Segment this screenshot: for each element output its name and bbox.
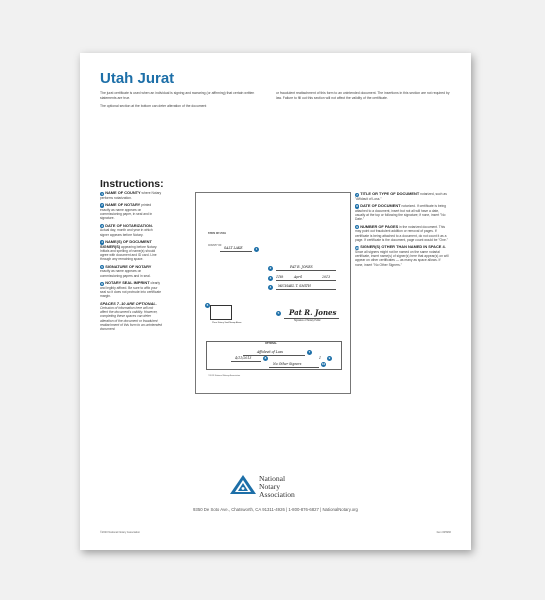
instruction-text: notarized. If certificate is being attached to a document, insert but not all will have a date, usually at the top or following the signature; if none, insert "No Date." — [355, 203, 446, 222]
instruction-heading: SIGNATURE OF NOTARY — [105, 263, 152, 269]
county-line — [220, 251, 252, 252]
instruction-text: in the notarized document. This may point out fraudulent addition or removal of pages. If certificate is being attached to a document, do not count it as a page. If certificate is the document, page count would be "One." — [355, 224, 448, 242]
document-title: Utah Jurat — [100, 70, 175, 87]
callout-10: 10 — [321, 362, 326, 366]
callout-7: 7 — [308, 350, 311, 354]
instruction-text: Actual day, month and year in which signer appears before Notary. — [100, 228, 153, 237]
notary-name-line — [276, 270, 336, 271]
item-number: Item #25966 — [436, 531, 451, 534]
number-badge: 5 — [101, 265, 103, 270]
date-line — [276, 280, 336, 281]
instruction-heading: NAME(S) OF DOCUMENT SIGNER(S) — [100, 238, 152, 249]
instruction-heading: SIGNER(S) OTHER THAN NAMED IN SPACE 4. — [360, 244, 446, 250]
number-badge: 2 — [101, 203, 103, 208]
logo-line-3: Association — [259, 489, 295, 499]
instruction-item — [355, 204, 449, 222]
optional-text: Omission of information here will not affect the document's validity. However, completing these spaces can deter alteration of the document or fraudulent reattachment of this form to an unintended document. — [100, 305, 162, 332]
instruction-item — [355, 245, 449, 267]
state-line: STATE OF UTAH — [208, 233, 226, 235]
intro-paragraph-3: or fraudulent reattachment of this form to an unintended document. The insertions in this section are not required by law. Failure to fill out this section will not affect the validity of the certificate. — [276, 91, 450, 101]
number-badge: 3 — [101, 224, 103, 229]
form-copyright: ©2013 National Notary Association — [208, 375, 241, 377]
instruction-text: notarized, such as "Affidavit of Loss." — [355, 192, 447, 201]
optional-title: OPTIONAL — [265, 343, 277, 345]
instruction-text: printed exactly as name appears on commissioning paper, in seal and in signature. — [100, 202, 153, 221]
instruction-item — [100, 224, 162, 237]
number-badge: 10 — [355, 245, 359, 250]
instruction-heading: DATE OF DOCUMENT — [360, 202, 401, 208]
instruction-text: clearly and legibly affixed. Be sure to affix your seal so it does not protrude into certificate margin. — [100, 281, 162, 299]
instruction-item — [100, 203, 162, 221]
logo-line-2: Notary — [259, 481, 281, 491]
instructions-left-column — [100, 191, 162, 335]
footer-address: 9350 De Soto Ave., Chatsworth, CA 91311-4926 | 1-800-876-6827 | NationalNotary.org — [193, 507, 358, 512]
other-signers-value: No Other Signers — [273, 362, 302, 366]
pages-value: 1 — [319, 356, 322, 360]
other-signers-line — [269, 367, 319, 368]
number-badge: 1 — [101, 191, 103, 196]
optional-heading: SPACES 7–10 ARE OPTIONAL. — [100, 300, 157, 306]
footer-copyright: ©2020 National Notary Association — [100, 531, 141, 534]
instruction-text: where Notary performs notarization. — [100, 191, 162, 200]
number-badge: 8 — [356, 204, 358, 209]
instruction-item — [355, 225, 449, 243]
instruction-heading: TITLE OR TYPE OF DOCUMENT — [360, 191, 420, 196]
doc-date-value: 4/11/2013 — [235, 356, 252, 360]
instruction-heading: NOTARY SEAL IMPRINT — [105, 280, 150, 285]
callout-1: 1 — [255, 247, 258, 251]
jurat-form-sample — [195, 192, 351, 394]
callout-6: 6 — [206, 303, 209, 307]
notary-name-value: PAT R. JONES — [290, 265, 313, 269]
intro-right — [276, 91, 452, 104]
instruction-heading: DATE OF NOTARIZATION. — [105, 222, 153, 228]
signature-line — [284, 318, 339, 319]
instruction-heading: NUMBER OF PAGES — [360, 223, 399, 229]
month-value: April — [294, 275, 302, 279]
notary-seal-box — [210, 305, 232, 320]
instruction-heading: NAME OF COUNTY — [105, 190, 141, 195]
callout-5: 5 — [277, 311, 280, 315]
number-badge: 7 — [356, 192, 358, 197]
nna-logo-icon — [228, 474, 258, 496]
instruction-text: appearing before Notary. Initials and spelling of name(s) should agree with document and ID card. Line through any remaining space. — [100, 244, 158, 262]
callout-2: 2 — [269, 266, 272, 270]
nna-logo-text — [259, 475, 295, 498]
number-badge: 6 — [101, 281, 103, 286]
instruction-heading: NAME OF NOTARY — [105, 201, 141, 207]
signer-line — [276, 289, 336, 290]
doc-date-line — [231, 361, 261, 362]
callout-9: 9 — [328, 356, 331, 360]
instruction-item — [100, 191, 162, 200]
instruction-text: Since all signers might not be named on the same notarial certificate, insert name(s) of signer(s) here that appear(s) on will appear on other certificates — as many as space allows. If none, insert "No Other Signers." — [355, 249, 449, 267]
intro-left — [100, 91, 268, 112]
callout-4: 4 — [269, 285, 272, 289]
optional-note — [100, 302, 162, 332]
notary-signature: Pat R. Jones — [289, 308, 337, 317]
signer-value: MICHAEL T. SMITH — [278, 284, 311, 288]
number-badge: 9 — [356, 225, 358, 230]
seal-caption: Place Notary Seal/Stamp Above — [212, 322, 242, 324]
doc-title-value: Affidavit of Loss — [257, 350, 284, 354]
instructions-heading: Instructions: — [100, 178, 164, 190]
county-label: COUNTY OF — [208, 245, 222, 247]
signature-caption: Signature of Notary Public — [294, 320, 321, 322]
number-badge: 4 — [101, 240, 103, 245]
county-value: SALT LAKE — [224, 246, 243, 250]
intro-paragraph-1: The jurat certificate is used when an individual is signing and swearing (or affirming) that certain written statements are true. — [100, 91, 255, 101]
instructions-right-column — [355, 192, 449, 270]
instruction-item — [100, 265, 162, 278]
instruction-item — [100, 281, 162, 299]
instruction-item — [355, 192, 449, 201]
logo-line-1: National — [259, 474, 286, 483]
instruction-text: exactly as name appears on commissioning papers and in seal. — [100, 269, 151, 278]
instruction-item — [100, 240, 162, 262]
optional-section-box — [206, 341, 342, 370]
callout-3: 3 — [269, 276, 272, 280]
document-page — [80, 53, 471, 550]
year-value: 2013 — [322, 275, 331, 279]
doc-title-line — [243, 355, 305, 356]
callout-8: 8 — [264, 356, 267, 360]
day-value: 11th — [276, 275, 284, 279]
intro-paragraph-2: The optional section at the bottom can deter alteration of the document — [100, 104, 207, 109]
